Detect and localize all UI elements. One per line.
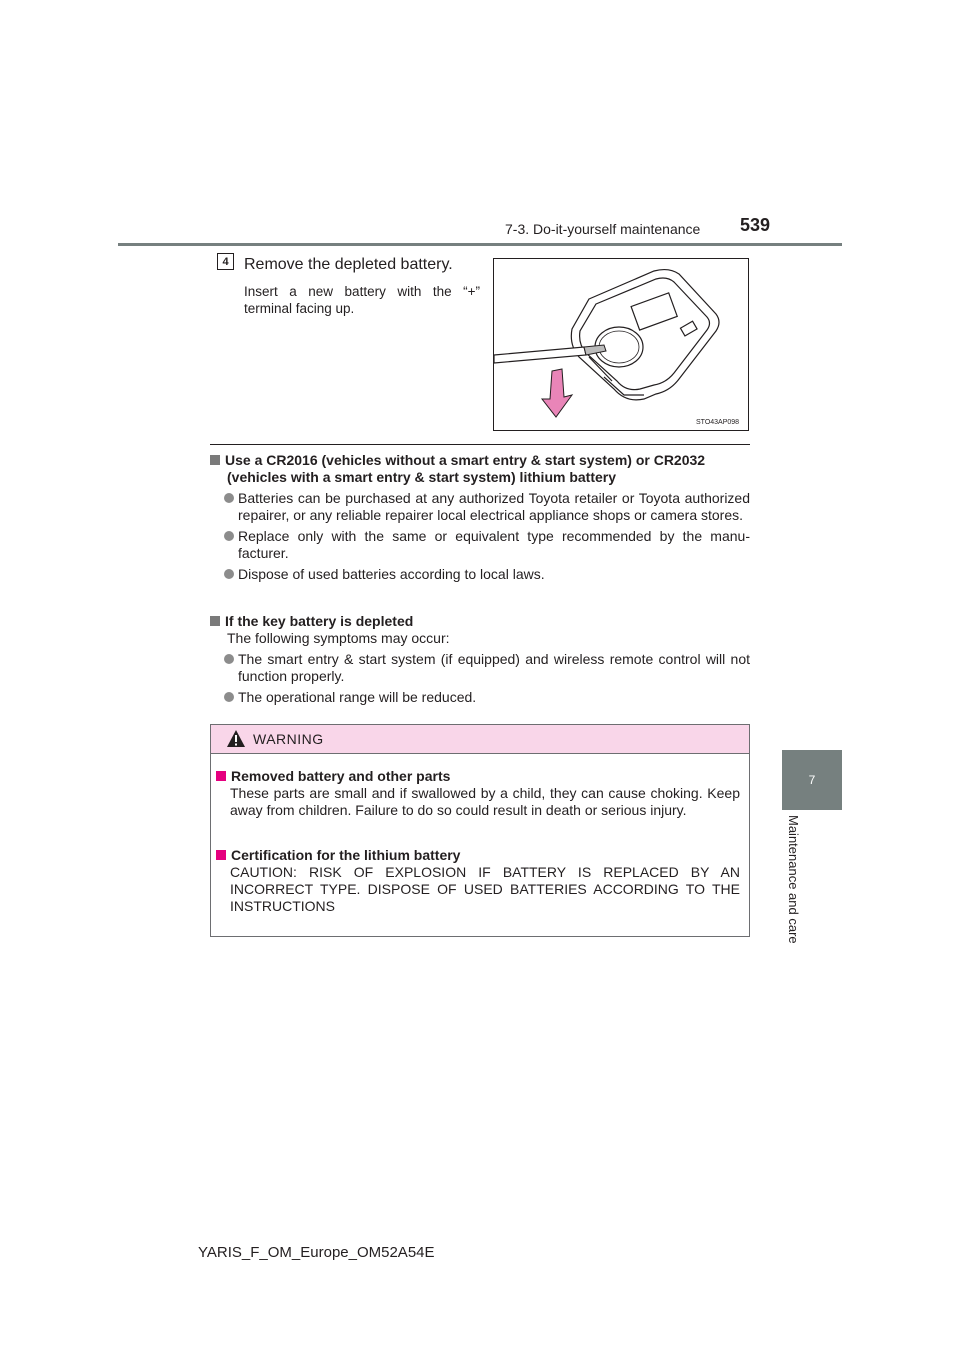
page-number: 539 [740,215,771,235]
list-item: The operational range will be reduced. [210,689,750,706]
chapter-title: Maintenance and care [786,815,801,944]
circle-bullet-icon [224,569,234,579]
step-note: Insert a new battery with the “+” terminal facing up. [244,284,480,316]
warning-item-text: These parts are small and if swallowed by a child, they can cause choking. Keep away from children. Failure to do so could result in death or serious injury. [230,785,740,818]
step-title: Remove the depleted battery. [244,256,453,273]
document-code: YARIS_F_OM_Europe_OM52A54E [198,1244,435,1261]
step-number-box: 4 [217,253,234,270]
circle-bullet-icon [224,654,234,664]
circle-bullet-icon [224,692,234,702]
battery-figure [493,258,749,431]
warning-item [216,768,740,819]
warning-item-heading: Certification for the lithium battery [216,847,740,864]
list-item: Batteries can be purchased at any authorized Toyota retailer or Toyota authorized repairer, or any reliable repairer local electrical appliance shops or camera stores. [210,490,750,524]
section-title: 7-3. Do-it-yourself maintenance [505,221,701,237]
list-item: Replace only with the same or equivalent type recommended by the manu-facturer. [210,528,750,562]
info-block-depleted [210,613,750,706]
warning-item-text: CAUTION: RISK OF EXPLOSION IF BATTERY IS REPLACED BY AN INCORRECT TYPE. DISPOSE OF USED BATTERIES ACCORDING TO THE INSTRUCTIONS [230,864,740,914]
warning-label: WARNING [253,731,324,747]
info-intro: The following symptoms may occur: [227,630,450,646]
list-item: The smart entry & start system (if equipped) and wireless remote control will not function properly. [210,651,750,685]
circle-bullet-icon [224,493,234,503]
warning-item [216,847,740,915]
square-bullet-icon [210,616,220,626]
info-heading: Use a CR2016 (vehicles without a smart entry & start system) or CR2032 (vehicles with a smart entry & start system) lithium battery [210,452,750,486]
section-divider [210,444,750,445]
circle-bullet-icon [224,531,234,541]
info-heading: If the key battery is depleted [210,613,750,630]
key-battery-illustration [494,259,748,430]
list-item: Dispose of used batteries according to local laws. [210,566,750,583]
info-block-battery-type [210,452,750,583]
square-bullet-icon [210,455,220,465]
header-divider [118,243,842,246]
warning-triangle-icon [226,729,246,748]
warning-item-heading: Removed battery and other parts [216,768,740,785]
chapter-number: 7 [808,773,816,787]
figure-code: STO43AP098 [696,419,740,426]
square-bullet-icon [216,771,226,781]
square-bullet-icon [216,850,226,860]
